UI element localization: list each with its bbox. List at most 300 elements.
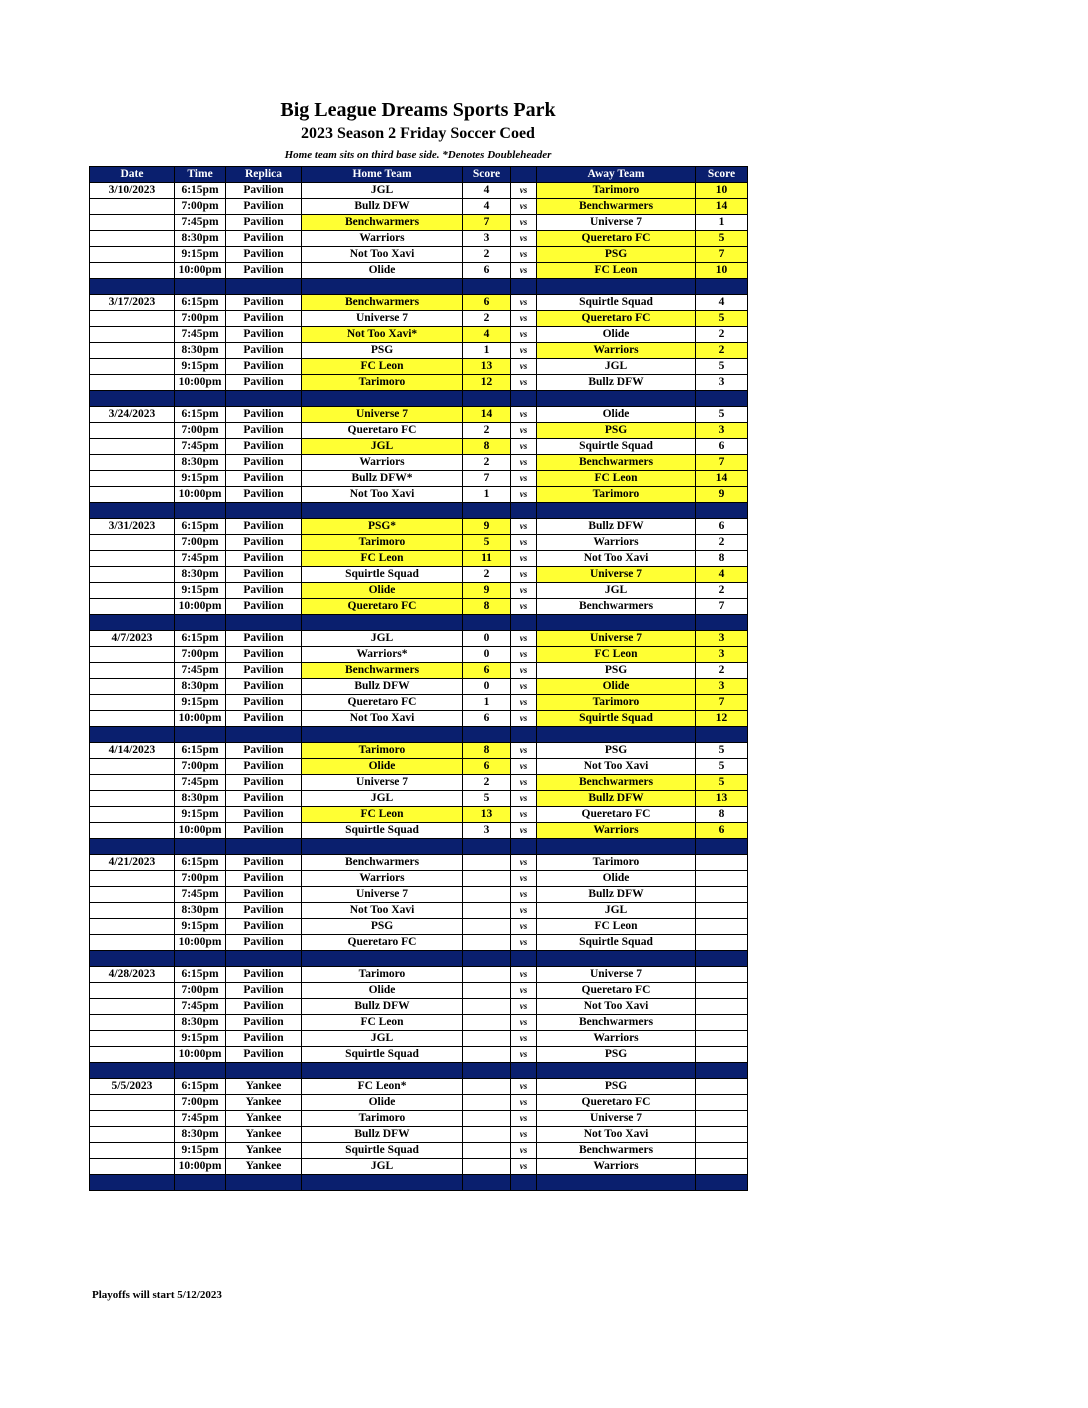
away-score: 7 <box>696 455 748 471</box>
away-score: 3 <box>696 631 748 647</box>
separator-cell <box>302 727 463 743</box>
separator-cell <box>90 391 175 407</box>
home-team: Olide <box>302 983 463 999</box>
away-score <box>696 887 748 903</box>
game-date-empty <box>90 599 175 615</box>
game-date: 4/14/2023 <box>90 743 175 759</box>
home-team: FC Leon <box>302 1015 463 1031</box>
game-field: Pavilion <box>226 855 302 871</box>
separator-cell <box>463 503 511 519</box>
game-date-empty <box>90 263 175 279</box>
vs-label: vs <box>511 599 537 615</box>
home-team: Universe 7 <box>302 407 463 423</box>
vs-label: vs <box>511 215 537 231</box>
home-team: Bullz DFW <box>302 199 463 215</box>
separator-cell <box>463 1063 511 1079</box>
away-team: Queretaro FC <box>537 983 696 999</box>
game-field: Pavilion <box>226 599 302 615</box>
game-row <box>90 855 748 871</box>
game-date-empty <box>90 439 175 455</box>
home-team: Squirtle Squad <box>302 1047 463 1063</box>
vs-label: vs <box>511 903 537 919</box>
separator-cell <box>90 1063 175 1079</box>
separator-cell <box>537 615 696 631</box>
game-time: 7:45pm <box>175 1111 226 1127</box>
game-field: Pavilion <box>226 967 302 983</box>
separator-cell <box>175 839 226 855</box>
away-team: Queretaro FC <box>537 807 696 823</box>
home-team: Benchwarmers <box>302 295 463 311</box>
separator-cell <box>226 391 302 407</box>
home-team: Not Too Xavi <box>302 903 463 919</box>
home-team: Universe 7 <box>302 775 463 791</box>
game-time: 6:15pm <box>175 183 226 199</box>
separator-cell <box>511 615 537 631</box>
game-row <box>90 231 748 247</box>
away-score: 5 <box>696 311 748 327</box>
vs-label: vs <box>511 887 537 903</box>
schedule-table <box>89 166 748 1191</box>
game-time: 10:00pm <box>175 487 226 503</box>
game-date-empty <box>90 343 175 359</box>
game-time: 9:15pm <box>175 695 226 711</box>
game-field: Pavilion <box>226 887 302 903</box>
game-time: 9:15pm <box>175 247 226 263</box>
home-score: 4 <box>463 183 511 199</box>
game-row <box>90 535 748 551</box>
home-score <box>463 1127 511 1143</box>
game-row <box>90 1127 748 1143</box>
game-field: Pavilion <box>226 567 302 583</box>
separator-cell <box>226 1175 302 1191</box>
game-field: Pavilion <box>226 407 302 423</box>
separator-cell <box>537 279 696 295</box>
away-score <box>696 1111 748 1127</box>
game-date-empty <box>90 535 175 551</box>
game-field: Pavilion <box>226 551 302 567</box>
away-team: Queretaro FC <box>537 311 696 327</box>
home-score <box>463 871 511 887</box>
away-team: Queretaro FC <box>537 1095 696 1111</box>
away-team: Warriors <box>537 1159 696 1175</box>
game-date-empty <box>90 231 175 247</box>
away-score: 2 <box>696 327 748 343</box>
game-date: 4/28/2023 <box>90 967 175 983</box>
away-team: JGL <box>537 903 696 919</box>
home-team: Olide <box>302 583 463 599</box>
vs-label: vs <box>511 423 537 439</box>
home-score: 6 <box>463 711 511 727</box>
separator-cell <box>537 1175 696 1191</box>
game-field: Pavilion <box>226 759 302 775</box>
game-time: 7:45pm <box>175 327 226 343</box>
home-score: 0 <box>463 647 511 663</box>
separator-cell <box>302 279 463 295</box>
game-row <box>90 679 748 695</box>
away-score: 9 <box>696 487 748 503</box>
game-row <box>90 423 748 439</box>
home-score <box>463 887 511 903</box>
home-score: 2 <box>463 311 511 327</box>
game-time: 7:00pm <box>175 311 226 327</box>
home-score <box>463 1111 511 1127</box>
home-score <box>463 855 511 871</box>
home-team: Not Too Xavi <box>302 247 463 263</box>
game-field: Pavilion <box>226 919 302 935</box>
separator-cell <box>696 1175 748 1191</box>
vs-label: vs <box>511 759 537 775</box>
home-team: Not Too Xavi <box>302 487 463 503</box>
away-team: FC Leon <box>537 263 696 279</box>
away-score <box>696 1015 748 1031</box>
home-score: 7 <box>463 215 511 231</box>
home-team: Tarimoro <box>302 375 463 391</box>
game-time: 7:45pm <box>175 775 226 791</box>
game-date-empty <box>90 871 175 887</box>
home-team: JGL <box>302 1031 463 1047</box>
game-time: 6:15pm <box>175 519 226 535</box>
home-score: 0 <box>463 631 511 647</box>
separator-cell <box>537 727 696 743</box>
game-field: Yankee <box>226 1127 302 1143</box>
home-team: Warriors <box>302 455 463 471</box>
game-row <box>90 327 748 343</box>
game-row <box>90 247 748 263</box>
game-date: 3/24/2023 <box>90 407 175 423</box>
away-score: 2 <box>696 343 748 359</box>
away-team: PSG <box>537 1047 696 1063</box>
home-team: Bullz DFW <box>302 1127 463 1143</box>
game-time: 7:45pm <box>175 887 226 903</box>
vs-label: vs <box>511 375 537 391</box>
separator-cell <box>175 615 226 631</box>
separator-cell <box>696 839 748 855</box>
vs-label: vs <box>511 1095 537 1111</box>
game-time: 7:00pm <box>175 759 226 775</box>
vs-label: vs <box>511 823 537 839</box>
home-team: Benchwarmers <box>302 855 463 871</box>
vs-label: vs <box>511 535 537 551</box>
home-score: 8 <box>463 743 511 759</box>
home-team: FC Leon <box>302 807 463 823</box>
game-row <box>90 743 748 759</box>
separator-cell <box>226 951 302 967</box>
game-time: 7:00pm <box>175 1095 226 1111</box>
game-time: 7:45pm <box>175 551 226 567</box>
game-row <box>90 1047 748 1063</box>
game-row <box>90 311 748 327</box>
home-score: 3 <box>463 231 511 247</box>
home-team: Benchwarmers <box>302 663 463 679</box>
game-date-empty <box>90 1159 175 1175</box>
home-team: Squirtle Squad <box>302 823 463 839</box>
away-score: 5 <box>696 407 748 423</box>
home-team: Olide <box>302 759 463 775</box>
away-team: Tarimoro <box>537 695 696 711</box>
away-score <box>696 1159 748 1175</box>
away-team: FC Leon <box>537 919 696 935</box>
game-row <box>90 695 748 711</box>
vs-label: vs <box>511 791 537 807</box>
page-subtitle: 2023 Season 2 Friday Soccer Coed <box>301 125 535 142</box>
game-date: 5/5/2023 <box>90 1079 175 1095</box>
separator-cell <box>463 615 511 631</box>
game-time: 7:00pm <box>175 647 226 663</box>
home-score: 1 <box>463 695 511 711</box>
separator-cell <box>175 391 226 407</box>
home-team: Bullz DFW <box>302 999 463 1015</box>
game-time: 9:15pm <box>175 359 226 375</box>
away-score: 6 <box>696 439 748 455</box>
away-score: 4 <box>696 567 748 583</box>
game-field: Pavilion <box>226 1031 302 1047</box>
game-date-empty <box>90 1015 175 1031</box>
separator-cell <box>175 951 226 967</box>
game-row <box>90 471 748 487</box>
week-separator <box>90 615 748 631</box>
vs-label: vs <box>511 1079 537 1095</box>
separator-cell <box>696 951 748 967</box>
vs-label: vs <box>511 967 537 983</box>
game-date: 3/17/2023 <box>90 295 175 311</box>
game-field: Pavilion <box>226 359 302 375</box>
away-score: 3 <box>696 423 748 439</box>
vs-label: vs <box>511 983 537 999</box>
page-title: Big League Dreams Sports Park <box>280 99 556 121</box>
game-time: 10:00pm <box>175 711 226 727</box>
game-field: Pavilion <box>226 775 302 791</box>
game-time: 6:15pm <box>175 407 226 423</box>
away-score: 1 <box>696 215 748 231</box>
away-score: 7 <box>696 247 748 263</box>
away-team: PSG <box>537 743 696 759</box>
home-team: JGL <box>302 631 463 647</box>
game-row <box>90 903 748 919</box>
game-time: 6:15pm <box>175 967 226 983</box>
vs-label: vs <box>511 631 537 647</box>
away-score <box>696 1031 748 1047</box>
week-separator <box>90 951 748 967</box>
week-separator <box>90 727 748 743</box>
away-team: Universe 7 <box>537 1111 696 1127</box>
game-row <box>90 1095 748 1111</box>
vs-label: vs <box>511 743 537 759</box>
week-separator <box>90 279 748 295</box>
game-row <box>90 375 748 391</box>
game-time: 9:15pm <box>175 807 226 823</box>
separator-cell <box>511 839 537 855</box>
game-time: 9:15pm <box>175 583 226 599</box>
home-score: 6 <box>463 663 511 679</box>
separator-cell <box>226 615 302 631</box>
game-time: 6:15pm <box>175 631 226 647</box>
home-team: PSG* <box>302 519 463 535</box>
game-date-empty <box>90 1127 175 1143</box>
vs-label: vs <box>511 919 537 935</box>
game-date-empty <box>90 647 175 663</box>
game-row <box>90 1031 748 1047</box>
game-row <box>90 823 748 839</box>
game-time: 6:15pm <box>175 1079 226 1095</box>
schedule-note: Home team sits on third base side. *Denotes Doubleheader <box>284 149 552 161</box>
vs-label: vs <box>511 551 537 567</box>
game-row <box>90 807 748 823</box>
game-row <box>90 663 748 679</box>
vs-label: vs <box>511 711 537 727</box>
game-field: Pavilion <box>226 663 302 679</box>
game-field: Pavilion <box>226 679 302 695</box>
away-team: PSG <box>537 1079 696 1095</box>
game-date-empty <box>90 791 175 807</box>
away-team: Universe 7 <box>537 967 696 983</box>
away-team: Not Too Xavi <box>537 999 696 1015</box>
game-time: 10:00pm <box>175 935 226 951</box>
home-score <box>463 1079 511 1095</box>
game-time: 7:00pm <box>175 983 226 999</box>
game-time: 7:45pm <box>175 439 226 455</box>
separator-cell <box>302 951 463 967</box>
game-date-empty <box>90 199 175 215</box>
home-team: Tarimoro <box>302 1111 463 1127</box>
home-team: Squirtle Squad <box>302 1143 463 1159</box>
away-score: 14 <box>696 471 748 487</box>
home-team: Warriors* <box>302 647 463 663</box>
schedule-body <box>90 183 748 1191</box>
game-time: 7:45pm <box>175 999 226 1015</box>
away-team: Benchwarmers <box>537 1015 696 1031</box>
away-score: 2 <box>696 535 748 551</box>
game-date-empty <box>90 327 175 343</box>
game-date-empty <box>90 823 175 839</box>
home-score: 0 <box>463 679 511 695</box>
home-score <box>463 1095 511 1111</box>
game-date-empty <box>90 887 175 903</box>
game-date-empty <box>90 775 175 791</box>
separator-cell <box>226 839 302 855</box>
game-field: Pavilion <box>226 903 302 919</box>
game-date-empty <box>90 695 175 711</box>
vs-label: vs <box>511 1111 537 1127</box>
game-date-empty <box>90 1047 175 1063</box>
home-team: Warriors <box>302 231 463 247</box>
game-field: Pavilion <box>226 999 302 1015</box>
away-score <box>696 903 748 919</box>
game-field: Pavilion <box>226 983 302 999</box>
home-team: Tarimoro <box>302 535 463 551</box>
home-score: 1 <box>463 487 511 503</box>
vs-label: vs <box>511 1159 537 1175</box>
separator-cell <box>302 1063 463 1079</box>
game-row <box>90 551 748 567</box>
home-team: Tarimoro <box>302 743 463 759</box>
game-row <box>90 791 748 807</box>
game-row <box>90 1015 748 1031</box>
away-team: Tarimoro <box>537 855 696 871</box>
home-team: Olide <box>302 1095 463 1111</box>
vs-label: vs <box>511 583 537 599</box>
vs-label: vs <box>511 935 537 951</box>
home-team: Queretaro FC <box>302 599 463 615</box>
separator-cell <box>302 839 463 855</box>
game-row <box>90 871 748 887</box>
away-team: FC Leon <box>537 647 696 663</box>
away-team: Benchwarmers <box>537 599 696 615</box>
game-field: Pavilion <box>226 487 302 503</box>
home-team: FC Leon* <box>302 1079 463 1095</box>
home-team: Tarimoro <box>302 967 463 983</box>
home-score <box>463 1143 511 1159</box>
game-row <box>90 711 748 727</box>
separator-cell <box>537 951 696 967</box>
separator-cell <box>696 279 748 295</box>
home-team: Queretaro FC <box>302 423 463 439</box>
game-time: 6:15pm <box>175 743 226 759</box>
game-date-empty <box>90 759 175 775</box>
away-score: 10 <box>696 263 748 279</box>
away-team: Squirtle Squad <box>537 711 696 727</box>
week-separator <box>90 839 748 855</box>
game-date-empty <box>90 583 175 599</box>
home-score: 14 <box>463 407 511 423</box>
game-date-empty <box>90 999 175 1015</box>
game-field: Pavilion <box>226 583 302 599</box>
away-score <box>696 871 748 887</box>
game-date: 4/21/2023 <box>90 855 175 871</box>
away-score <box>696 1143 748 1159</box>
separator-cell <box>511 1175 537 1191</box>
game-date-empty <box>90 215 175 231</box>
home-team: Benchwarmers <box>302 215 463 231</box>
col-header-time: Time <box>175 167 226 183</box>
game-row <box>90 343 748 359</box>
home-score: 7 <box>463 471 511 487</box>
game-date-empty <box>90 919 175 935</box>
home-score: 5 <box>463 791 511 807</box>
game-field: Pavilion <box>226 247 302 263</box>
away-team: Warriors <box>537 823 696 839</box>
home-team: JGL <box>302 1159 463 1175</box>
game-row <box>90 215 748 231</box>
away-score: 8 <box>696 807 748 823</box>
away-team: Bullz DFW <box>537 791 696 807</box>
vs-label: vs <box>511 1143 537 1159</box>
game-time: 10:00pm <box>175 599 226 615</box>
separator-cell <box>463 279 511 295</box>
game-field: Pavilion <box>226 423 302 439</box>
separator-cell <box>302 615 463 631</box>
away-score: 3 <box>696 375 748 391</box>
separator-cell <box>302 391 463 407</box>
week-separator <box>90 1063 748 1079</box>
game-time: 9:15pm <box>175 1143 226 1159</box>
vs-label: vs <box>511 487 537 503</box>
game-time: 8:30pm <box>175 903 226 919</box>
game-time: 9:15pm <box>175 919 226 935</box>
vs-label: vs <box>511 519 537 535</box>
vs-label: vs <box>511 695 537 711</box>
game-row <box>90 647 748 663</box>
header-row <box>90 167 748 183</box>
game-field: Pavilion <box>226 327 302 343</box>
game-time: 10:00pm <box>175 375 226 391</box>
game-row <box>90 183 748 199</box>
separator-cell <box>696 503 748 519</box>
game-time: 6:15pm <box>175 855 226 871</box>
vs-label: vs <box>511 247 537 263</box>
away-team: Squirtle Squad <box>537 295 696 311</box>
home-score: 13 <box>463 807 511 823</box>
game-time: 7:00pm <box>175 871 226 887</box>
